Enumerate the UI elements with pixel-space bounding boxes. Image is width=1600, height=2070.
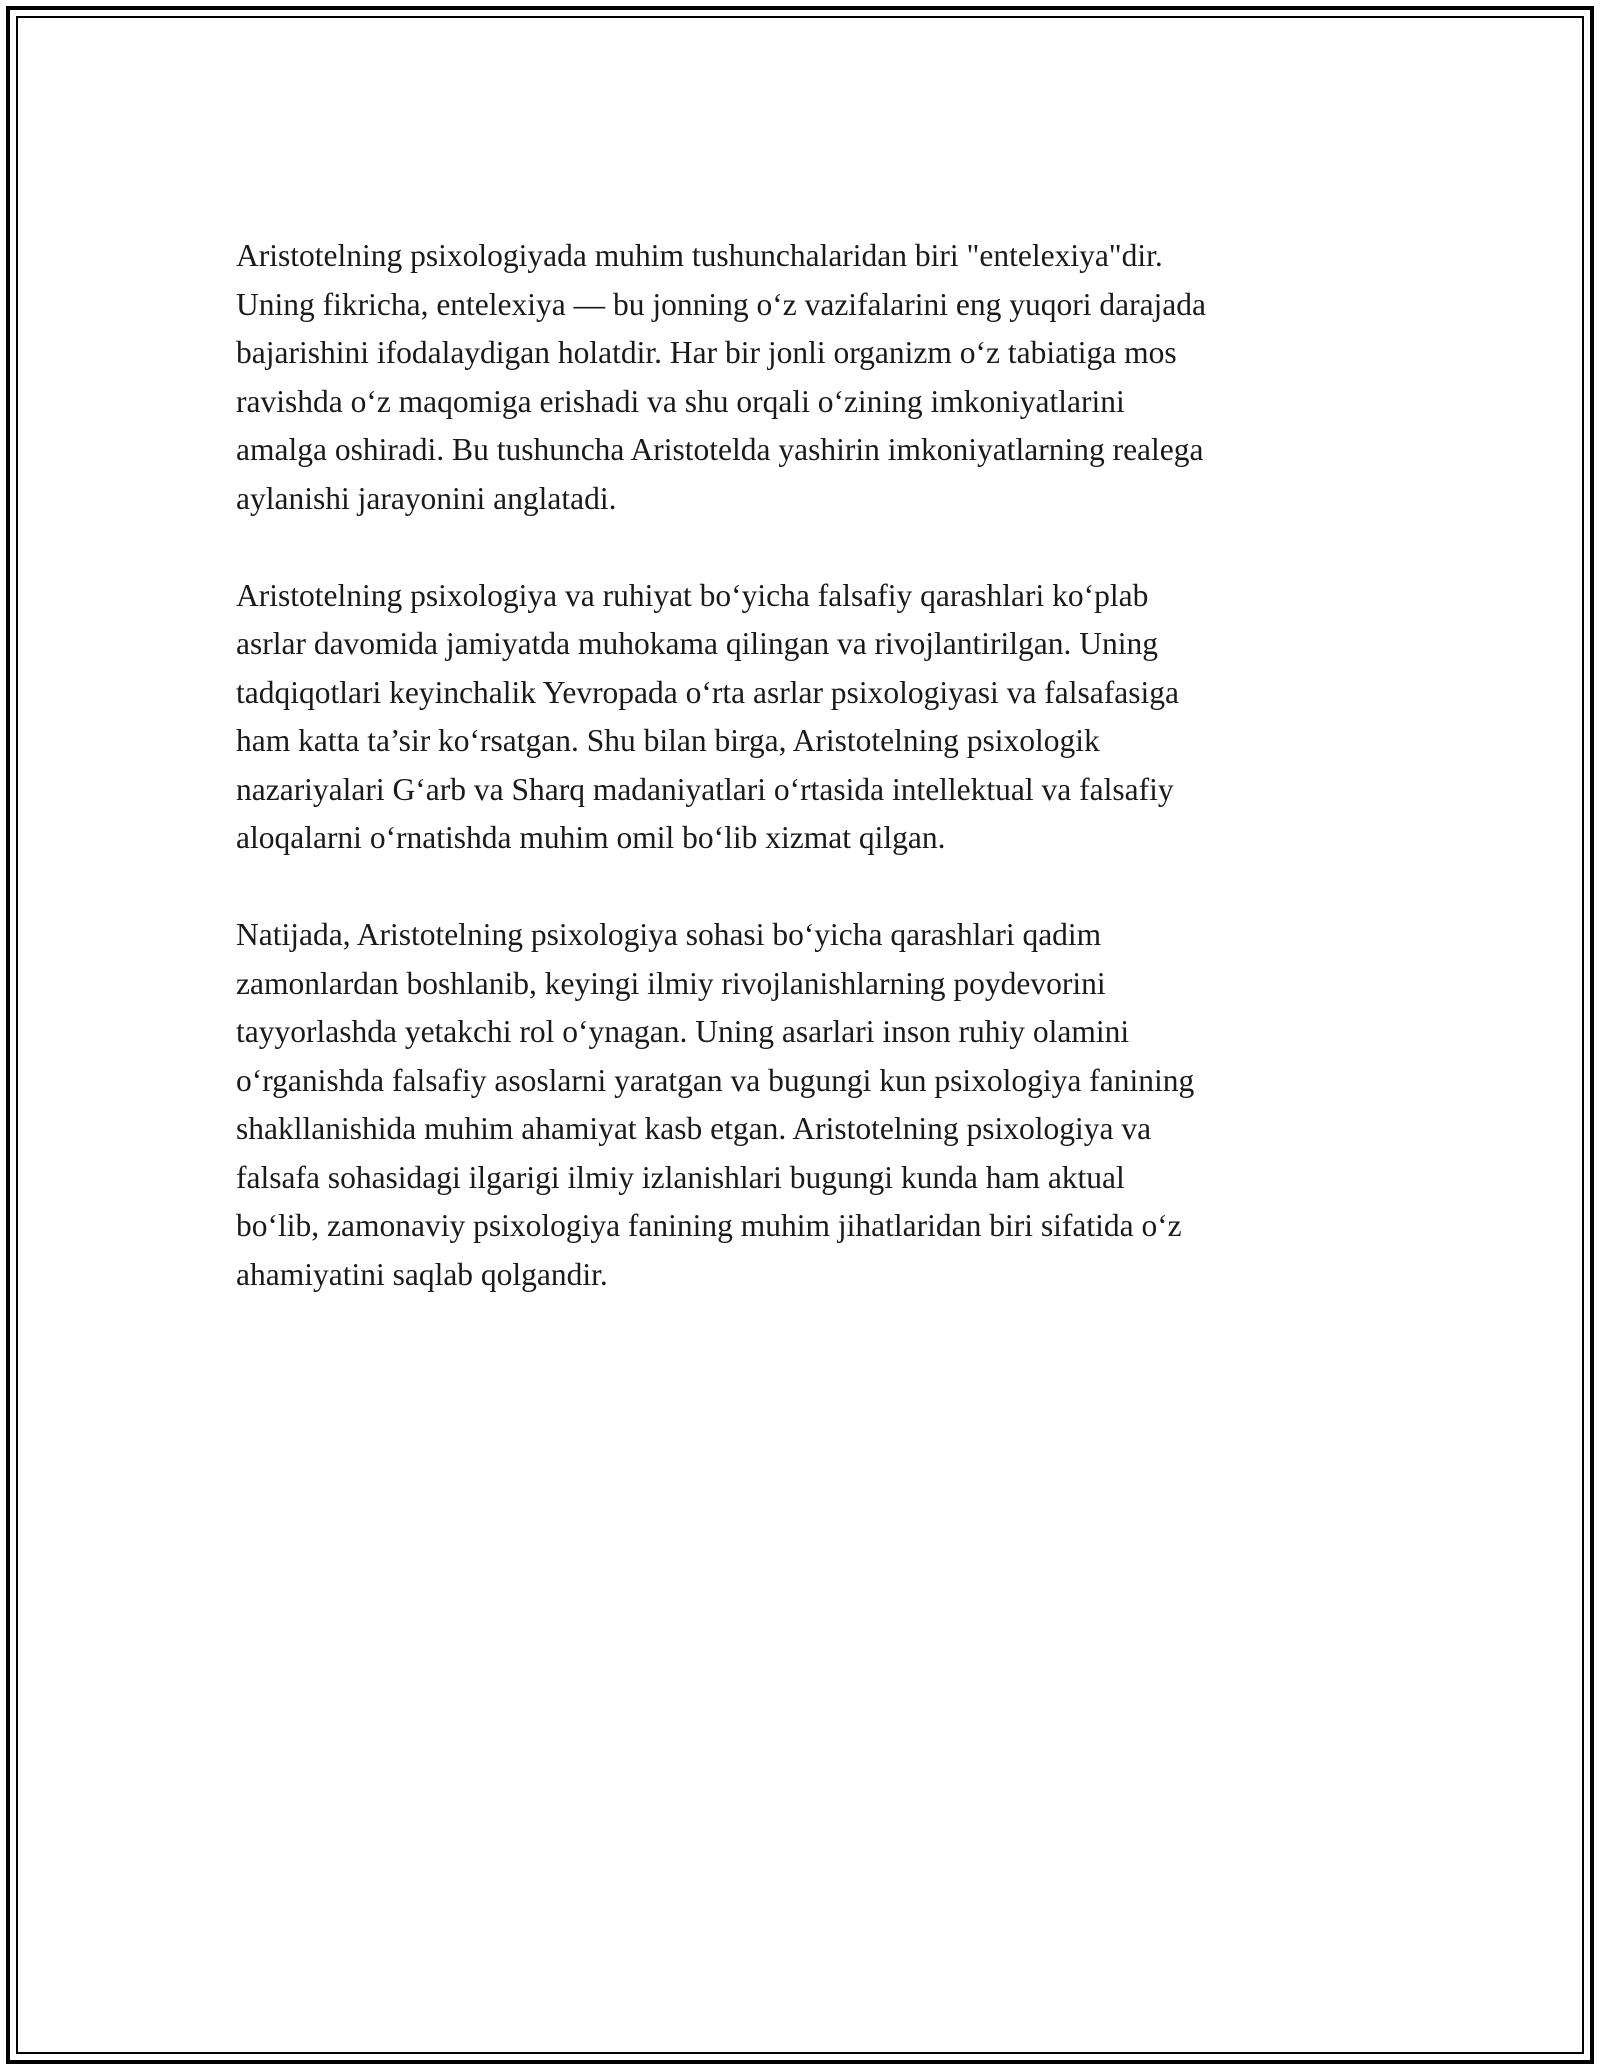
paragraph-philosophical-views: Aristotelning psixologiya va ruhiyat bo‘yicha falsafiy qarashlari ko‘plab asrlar davomida jamiyatda muhokama qilingan va rivojlantirilgan. Uning tadqiqotlari keyinchalik Yevropada o‘rta asrlar psixologiyasi va falsafasiga ham katta ta’sir ko‘rsatgan. Shu bilan birga, Aristotelning psixologik nazariyalari G‘arb va Sharq madaniyatlari o‘rtasida intellektual va falsafiy aloqalarni o‘rnatishda muhim omil bo‘lib xizmat qilgan.: [236, 577, 1179, 855]
document-body: [236, 232, 1386, 1348]
paragraph-conclusion: Natijada, Aristotelning psixologiya sohasi bo‘yicha qarashlari qadim zamonlardan boshlanib, keyingi ilmiy rivojlanishlarning poydevorini tayyorlashda yetakchi rol o‘ynagan. Uning asarlari inson ruhiy olamini o‘rganishda falsafiy asoslarni yaratgan va bugungi kun psixologiya fanining shakllanishida muhim ahamiyat kasb etgan. Aristotelning psixologiya va falsafa sohasidagi ilgarigi ilmiy izlanishlari bugungi kunda ham aktual bo‘lib, zamonaviy psixologiya fanining muhim jihatlaridan biri sifatida o‘z ahamiyatini saqlab qolgandir.: [236, 917, 1195, 1292]
paragraph-entelexiya: Aristotelning psixologiyada muhim tushunchalaridan biri "entelexiya"dir. Uning fikricha, entelexiya — bu jonning o‘z vazifalarini eng yuqori darajada bajarishini ifodalaydigan holatdir. Har bir jonli organizm o‘z tabiatiga mos ravishda o‘z maqomiga erishadi va shu orqali o‘zining imkoniyatlarini amalga oshiradi. Bu tushuncha Aristotelda yashirin imkoniyatlarning realega aylanishi jarayonini anglatadi.: [236, 238, 1207, 516]
